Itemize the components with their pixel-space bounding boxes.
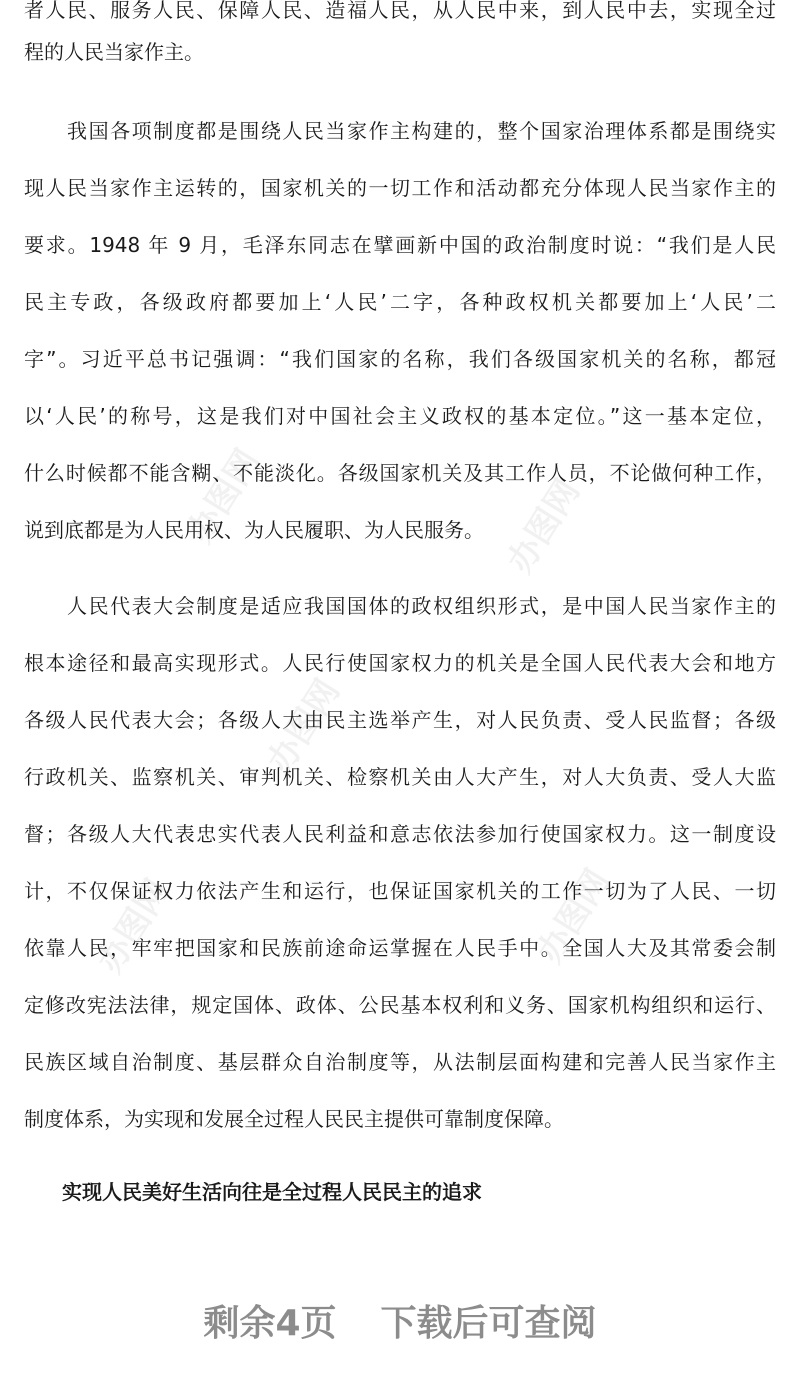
paragraph-line: 计，不仅保证权力依法产生和运行，也保证国家机关的工作一切为了人民、一切 xyxy=(24,879,776,903)
paragraph-line: 各级人民代表大会；各级人大由民主选举产生，对人民负责、受人民监督；各级 xyxy=(24,708,776,732)
paragraph-line: 行政机关、监察机关、审判机关、检察机关由人大产生，对人大负责、受人大监 xyxy=(24,765,776,789)
watermark-text: 办图网 xyxy=(179,442,268,551)
paragraph-line: 依靠人民，牢牢把国家和民族前途命运掌握在人民手中。全国人大及其常委会制 xyxy=(24,936,776,960)
paragraph-line: 我国各项制度都是围绕人民当家作主构建的，整个国家治理体系都是围绕实 xyxy=(24,119,776,143)
section-heading: 实现人民美好生活向往是全过程人民民主的追求 xyxy=(62,1180,482,1204)
download-to-view-label: 下载后可查阅 xyxy=(380,1303,597,1344)
text-line: 程的人民当家作主。 xyxy=(24,40,204,64)
paragraph-line: 民主专政，各级政府都要加上‘人民’二字，各种政权机关都要加上‘人民’二 xyxy=(24,290,776,314)
paragraph-line: 说到底都是为人民用权、为人民履职、为人民服务。 xyxy=(24,518,484,542)
paragraph-line: 以‘人民’的称号，这是我们对中国社会主义政权的基本定位。”这一基本定位， xyxy=(24,404,776,428)
download-prompt[interactable] xyxy=(0,1294,800,1354)
paragraph-line: 制度体系，为实现和发展全过程人民民主提供可靠制度保障。 xyxy=(24,1107,564,1131)
watermark-text: 办图网 xyxy=(529,862,618,971)
watermark-text: 办图网 xyxy=(259,672,348,781)
paragraph-line: 民族区域自治制度、基层群众自治制度等，从法制层面构建和完善人民当家作主 xyxy=(24,1050,776,1074)
remaining-pages-label: 剩余4页 xyxy=(203,1303,337,1344)
paragraph-line: 督；各级人大代表忠实代表人民利益和意志依法参加行使国家权力。这一制度设 xyxy=(24,822,776,846)
paragraph-line: 字”。习近平总书记强调：“我们国家的名称，我们各级国家机关的名称，都冠 xyxy=(24,347,776,371)
paragraph-line: 人民代表大会制度是适应我国国体的政权组织形式，是中国人民当家作主的 xyxy=(24,594,776,618)
text-line: 者人民、服务人民、保障人民、造福人民，从人民中来，到人民中去，实现全过 xyxy=(24,0,776,22)
watermark-text: 办图网 xyxy=(499,472,588,581)
paragraph-line: 要求。1948 年 9 月，毛泽东同志在擘画新中国的政治制度时说：“我们是人民 xyxy=(24,233,776,257)
watermark-text: 办图网 xyxy=(89,872,178,981)
paragraph-line: 定修改宪法法律，规定国体、政体、公民基本权利和义务、国家机构组织和运行、 xyxy=(24,993,776,1017)
paragraph-line: 现人民当家作主运转的，国家机关的一切工作和活动都充分体现人民当家作主的 xyxy=(24,176,776,200)
paragraph-line: 根本途径和最高实现形式。人民行使国家权力的机关是全国人民代表大会和地方 xyxy=(24,651,776,675)
paragraph-line: 什么时候都不能含糊、不能淡化。各级国家机关及其工作人员，不论做何种工作， xyxy=(24,461,776,485)
